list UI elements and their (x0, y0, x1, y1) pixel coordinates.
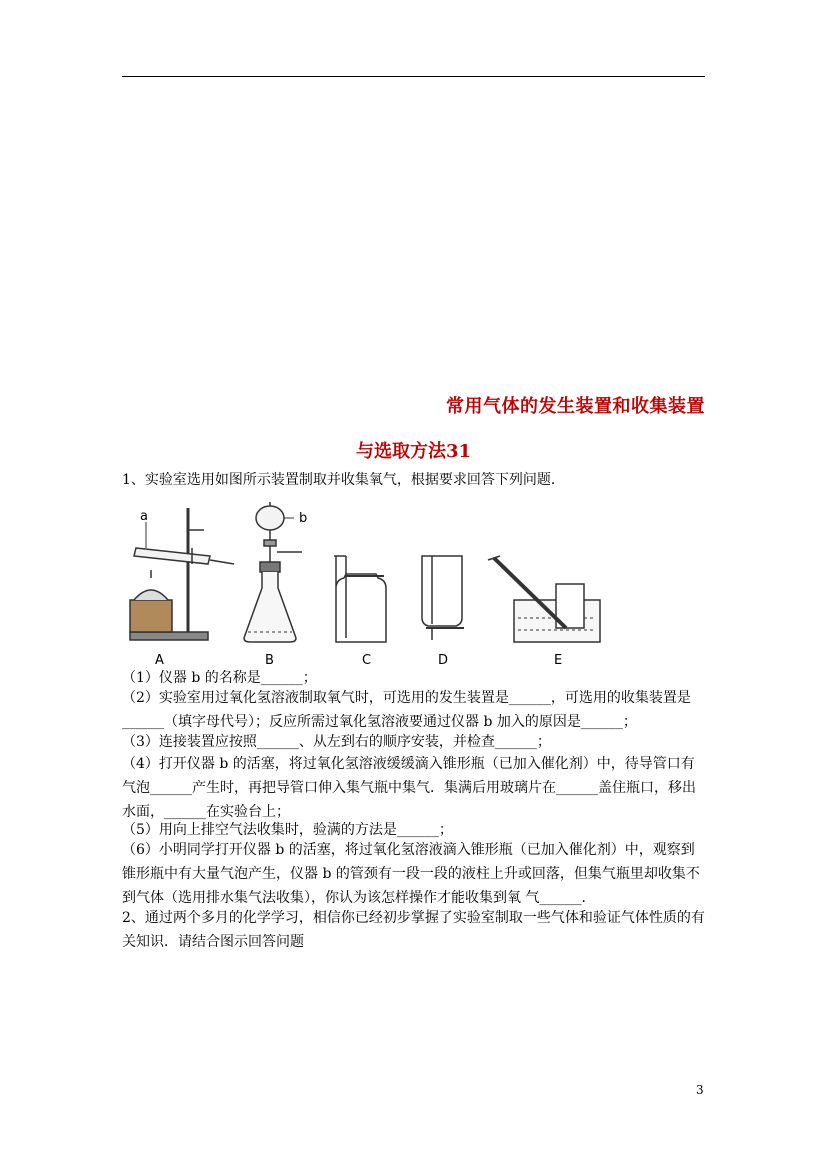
label-D: D (438, 653, 449, 668)
label-a: a (140, 509, 148, 524)
apparatus-d (422, 556, 464, 640)
apparatus-figure (122, 500, 602, 670)
label-b: b (299, 511, 308, 526)
header-rule (122, 76, 705, 77)
question-1-item-6: （6）小明同学打开仪器 b 的活塞，将过氧化氢溶液滴入锥形瓶（已加入催化剂）中，观察到锥形瓶中有大量气泡产生，仪器 b 的管颈有一段一段的液柱上升或回落，但集气瓶里却收集不到气体（选用排水集气法收集），你认为该怎样操作才能收集到氧 气______． (122, 842, 700, 906)
label-B: B (265, 653, 274, 668)
question-1-item-1: （1）仪器 b 的名称是______； (122, 670, 317, 686)
title-line-1: 常用气体的发生装置和收集装置 (446, 396, 705, 417)
apparatus-c (334, 556, 386, 642)
question-1-item-5: （5）用向上排空气法收集时，验满的方法是______； (122, 822, 453, 838)
question-1-item-2: （2）实验室用过氧化氢溶液制取氧气时，可选用的发生装置是______，可选用的收集装置是______（填字母代号）；反应所需过氧化氢溶液要通过仪器 b 加入的原因是______； (122, 690, 691, 730)
label-E: E (554, 653, 563, 668)
question-2-intro: 2、通过两个多月的化学学习，相信你已经初步掌握了实验室制取一些气体和验证气体性质的有关知识．请结合图示回答问题 (122, 910, 705, 950)
label-A: A (155, 653, 164, 668)
label-C: C (362, 653, 372, 668)
question-1-item-3: （3）连接装置应按照______、从左到右的顺序安装，并检查______； (122, 734, 551, 750)
question-1-intro: 1、实验室选用如图所示装置制取并收集氧气，根据要求回答下列问题． (122, 472, 565, 488)
apparatus-e (488, 556, 600, 642)
page-number: 3 (696, 1083, 704, 1097)
apparatus-a (130, 508, 234, 640)
apparatus-b (244, 502, 302, 642)
title-line-2: 与选取方法31 (355, 441, 472, 462)
question-1-item-4: （4）打开仪器 b 的活塞，将过氧化氢溶液缓缓滴入锥形瓶（已加入催化剂）中，待导管口有气泡______产生时，再把导管口伸入集气瓶中集气．集满后用玻璃片在______盖住瓶口，移出水面，______在实验台上； (122, 756, 696, 820)
